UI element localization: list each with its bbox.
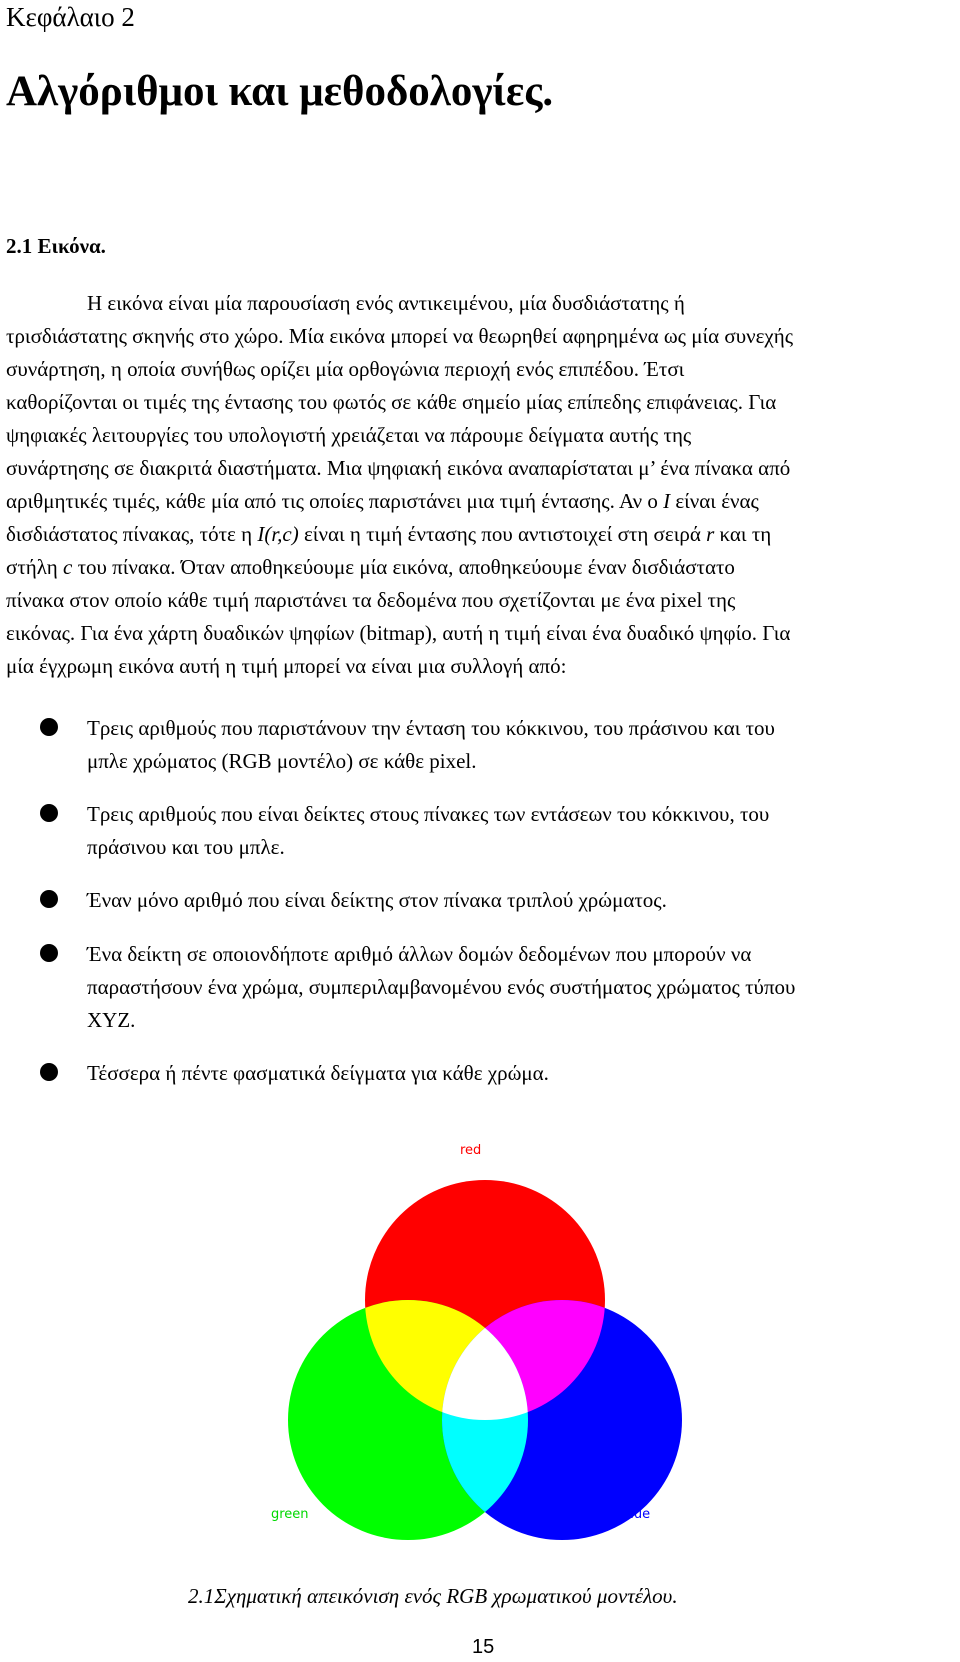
- bullet-line: παραστήσουν ένα χρώμα, συμπεριλαμβανομένου ενός συστήματος χρώματος τύπου: [87, 975, 796, 999]
- bullet-line: Τρεις αριθμούς που είναι δείκτες στους πίνακες των εντάσεων του κόκκινου, του: [87, 802, 770, 826]
- label-red: red: [460, 1143, 482, 1158]
- paragraph-line: καθορίζονται οι τιμές της έντασης του φωτός σε κάθε σημείο μίας επίπεδης επιφάνειας. Για: [6, 390, 777, 414]
- bullet-line: Έναν μόνο αριθμό που είναι δείκτης στον πίνακα τριπλού χρώματος.: [87, 888, 667, 912]
- page-number: 15: [472, 1636, 495, 1658]
- label-green: green: [271, 1507, 309, 1522]
- bullet-line: Τρεις αριθμούς που παριστάνουν την ένταση του κόκκινου, του πράσινου και του: [87, 716, 775, 740]
- rgb-venn-diagram: [270, 1132, 690, 1562]
- paragraph-line: τρισδιάστατης σκηνής στο χώρο. Μία εικόνα μπορεί να θεωρηθεί αφηρημένα ως μία συνεχής: [6, 324, 794, 348]
- label-blue: blue: [622, 1507, 651, 1522]
- paragraph-line: συνάρτηση, η οποία συνήθως ορίζει μία ορθογώνια περιοχή ενός επιπέδου. Έτσι: [6, 357, 685, 381]
- bullet-line: XYZ.: [87, 1008, 136, 1032]
- bullet-line: Ένα δείκτη σε οποιονδήποτε αριθμό άλλων δομών δεδομένων που μπορούν να: [87, 942, 752, 966]
- bullet-dot-icon: [40, 944, 58, 962]
- bullet-dot-icon: [40, 1063, 58, 1081]
- paragraph-line: πίνακα στον οποίο κάθε τιμή παριστάνει τα δεδομένα που σχετίζονται με ένα pixel της: [6, 588, 736, 612]
- paragraph-line: ψηφιακές λειτουργίες του υπολογιστή χρειάζεται να πάρουμε δείγματα αυτής της: [6, 423, 692, 447]
- rgb-venn-figure: [270, 1132, 690, 1562]
- bullet-dot-icon: [40, 718, 58, 736]
- paragraph-line: συνάρτησης σε διακριτά διαστήματα. Μια ψηφιακή εικόνα αναπαρίσταται μ’ ένα πίνακα από: [6, 456, 791, 480]
- body-paragraph: [6, 287, 951, 683]
- paragraph-line: αριθμητικές τιμές, κάθε μία από τις οποίες παριστάνει μια τιμή έντασης. Αν ο I είναι ένας: [6, 489, 759, 513]
- paragraph-line: δισδιάστατος πίνακας, τότε η I(r,c) είναι η τιμή έντασης που αντιστοιχεί στη σειρά r και τη: [6, 522, 772, 546]
- bullet-line: πράσινου και του μπλε.: [87, 835, 285, 859]
- section-heading: 2.1 Εικόνα.: [6, 234, 106, 258]
- bullet-line: μπλε χρώματος (RGB μοντέλο) σε κάθε pixel.: [87, 749, 477, 773]
- bullet-line: Τέσσερα ή πέντε φασματικά δείγματα για κάθε χρώμα.: [87, 1061, 549, 1085]
- paragraph-line: Η εικόνα είναι μία παρουσίαση ενός αντικειμένου, μία δυσδιάστατης ή: [87, 291, 685, 315]
- chapter-label: Κεφάλαιο 2: [6, 2, 135, 32]
- bullet-dot-icon: [40, 804, 58, 822]
- bullet-dot-icon: [40, 890, 58, 908]
- paragraph-line: εικόνας. Για ένα χάρτη δυαδικών ψηφίων (bitmap), αυτή η τιμή είναι ένα δυαδικό ψηφίο. Για: [6, 621, 791, 645]
- chapter-title: Αλγόριθμοι και μεθοδολογίες.: [6, 68, 554, 115]
- paragraph-line: στήλη c του πίνακα. Όταν αποθηκεύουμε μία εικόνα, αποθηκεύουμε έναν δισδιάστατο: [6, 555, 735, 579]
- paragraph-line: μία έγχρωμη εικόνα αυτή η τιμή μπορεί να είναι μια συλλογή από:: [6, 654, 567, 678]
- figure-caption: 2.1Σχηματική απεικόνιση ενός RGB χρωματικού μοντέλου.: [188, 1584, 678, 1608]
